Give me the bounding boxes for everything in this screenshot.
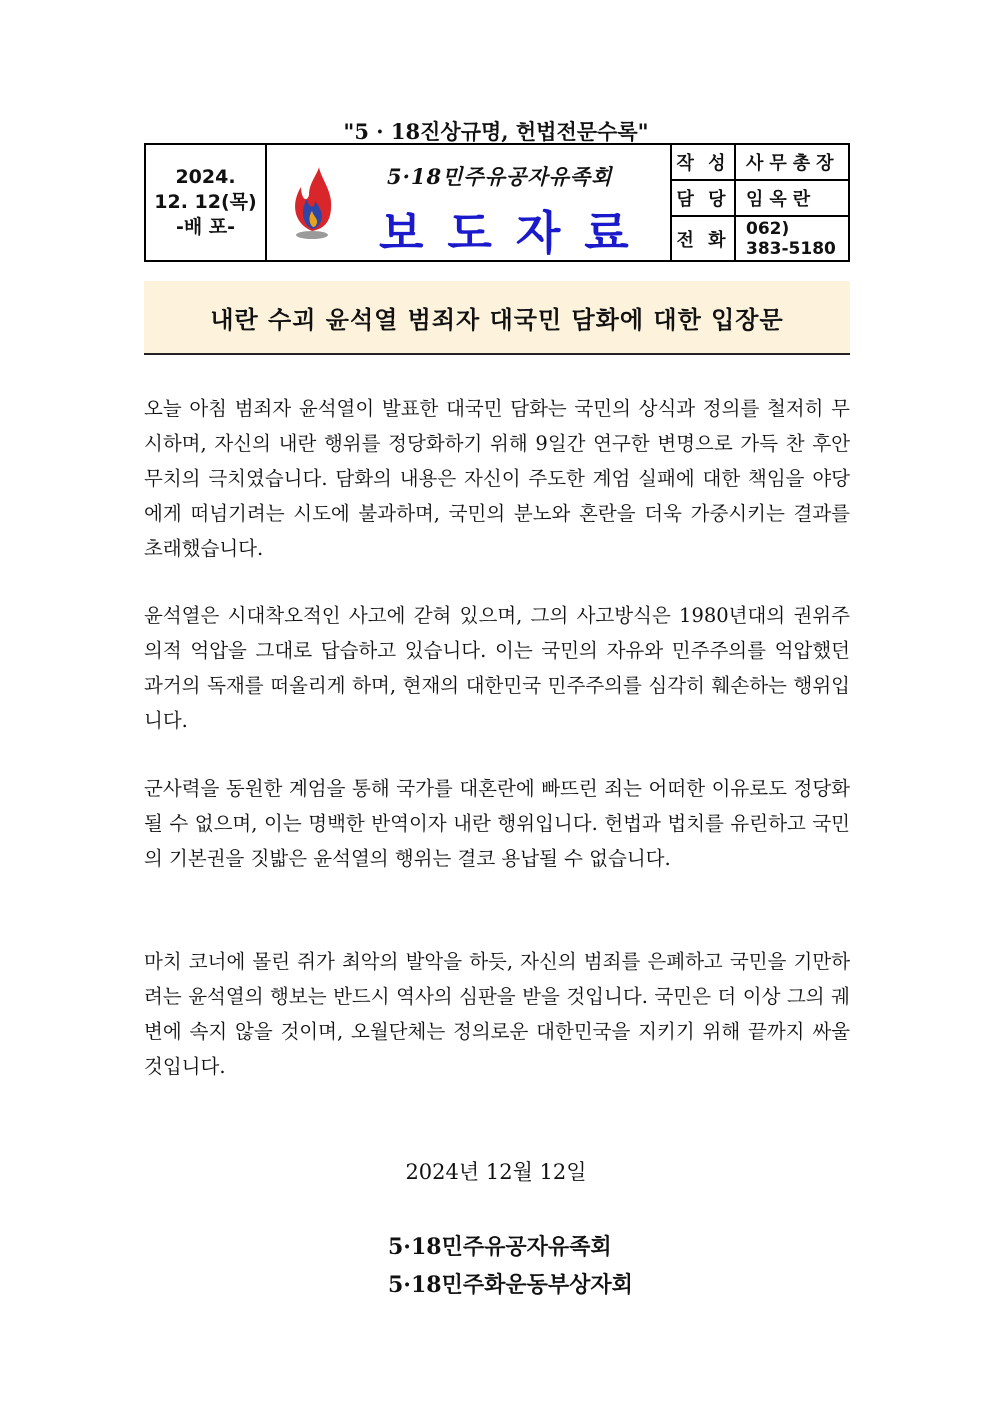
date-year: 2024. <box>175 166 236 188</box>
phone-number: 383-5180 <box>746 239 836 259</box>
manager-value: 임옥란 <box>736 181 848 217</box>
phone-value <box>736 217 848 261</box>
body-paragraph: 군사력을 동원한 계엄을 통해 국가를 대혼란에 빠뜨린 죄는 어떠한 이유로도 정당화될 수 없으며, 이는 명백한 반역이자 내란 행위입니다. 헌법과 법치를 유린하고 국민의 기본권을 짓밟은 윤석열의 행위는 결코 용납될 수 없습니다. <box>144 777 850 870</box>
date-day: 12. 12(목) <box>154 191 257 213</box>
body-paragraph: 오늘 아침 범죄자 윤석열이 발표한 대국민 담화는 국민의 상식과 정의를 철저히 무시하며, 자신의 내란 행위를 정당화하기 위해 9일간 연구한 변명으로 가득 찬 후안무치의 극치였습니다. 담화의 내용은 자신이 주도한 계엄 실패에 대한 책임을 야당에게 떠넘기려는 시도에 불과하며, 국민의 분노와 혼란을 더욱 가중시키는 결과를 초래했습니다. <box>144 397 850 560</box>
organization-name: 5·18민주유공자유족회 <box>387 164 613 189</box>
press-release-header <box>144 143 850 262</box>
statement-date: 2024년 12월 12일 <box>405 1160 587 1184</box>
manager-label: 담 당 <box>672 181 736 217</box>
press-release-title: 보도자료 <box>379 206 653 260</box>
body-paragraph: 마치 코너에 몰린 쥐가 최악의 발악을 하듯, 자신의 범죄를 은폐하고 국민을 기만하려는 윤석열의 행보는 반드시 역사의 심판을 받을 것입니다. 국민은 더 이상 그의 궤변에 속지 않을 것이며, 오월단체는 정의로운 대한민국을 지키기 위해 끝까지 싸울 것입니다. <box>144 950 850 1078</box>
signer-name: 5·18민주유공자유족회 <box>388 1234 612 1260</box>
flame-logo-icon <box>287 165 337 245</box>
distribution-label: -배 포- <box>175 216 236 238</box>
headline: 내란 수괴 윤석열 범죄자 대국민 담화에 대한 입장문 <box>144 281 850 355</box>
signer-name: 5·18민주화운동부상자회 <box>388 1272 633 1298</box>
contact-info-grid <box>672 145 848 260</box>
slogan: "5 · 18진상규명, 헌법전문수록" <box>343 119 649 144</box>
writer-value: 사무총장 <box>736 145 848 181</box>
title-cell <box>267 145 672 260</box>
phone-label: 전 화 <box>672 217 736 261</box>
body-paragraph: 윤석열은 시대착오적인 사고에 갇혀 있으며, 그의 사고방식은 1980년대의 권위주의적 억압을 그대로 답습하고 있습니다. 이는 국민의 자유와 민주주의를 억압했던 과거의 독재를 떠올리게 하며, 현재의 대한민국 민주주의를 심각히 훼손하는 행위입니다. <box>144 604 850 732</box>
release-date-cell <box>146 145 267 260</box>
writer-label: 작 성 <box>672 145 736 181</box>
phone-area-code: 062) <box>746 219 790 239</box>
